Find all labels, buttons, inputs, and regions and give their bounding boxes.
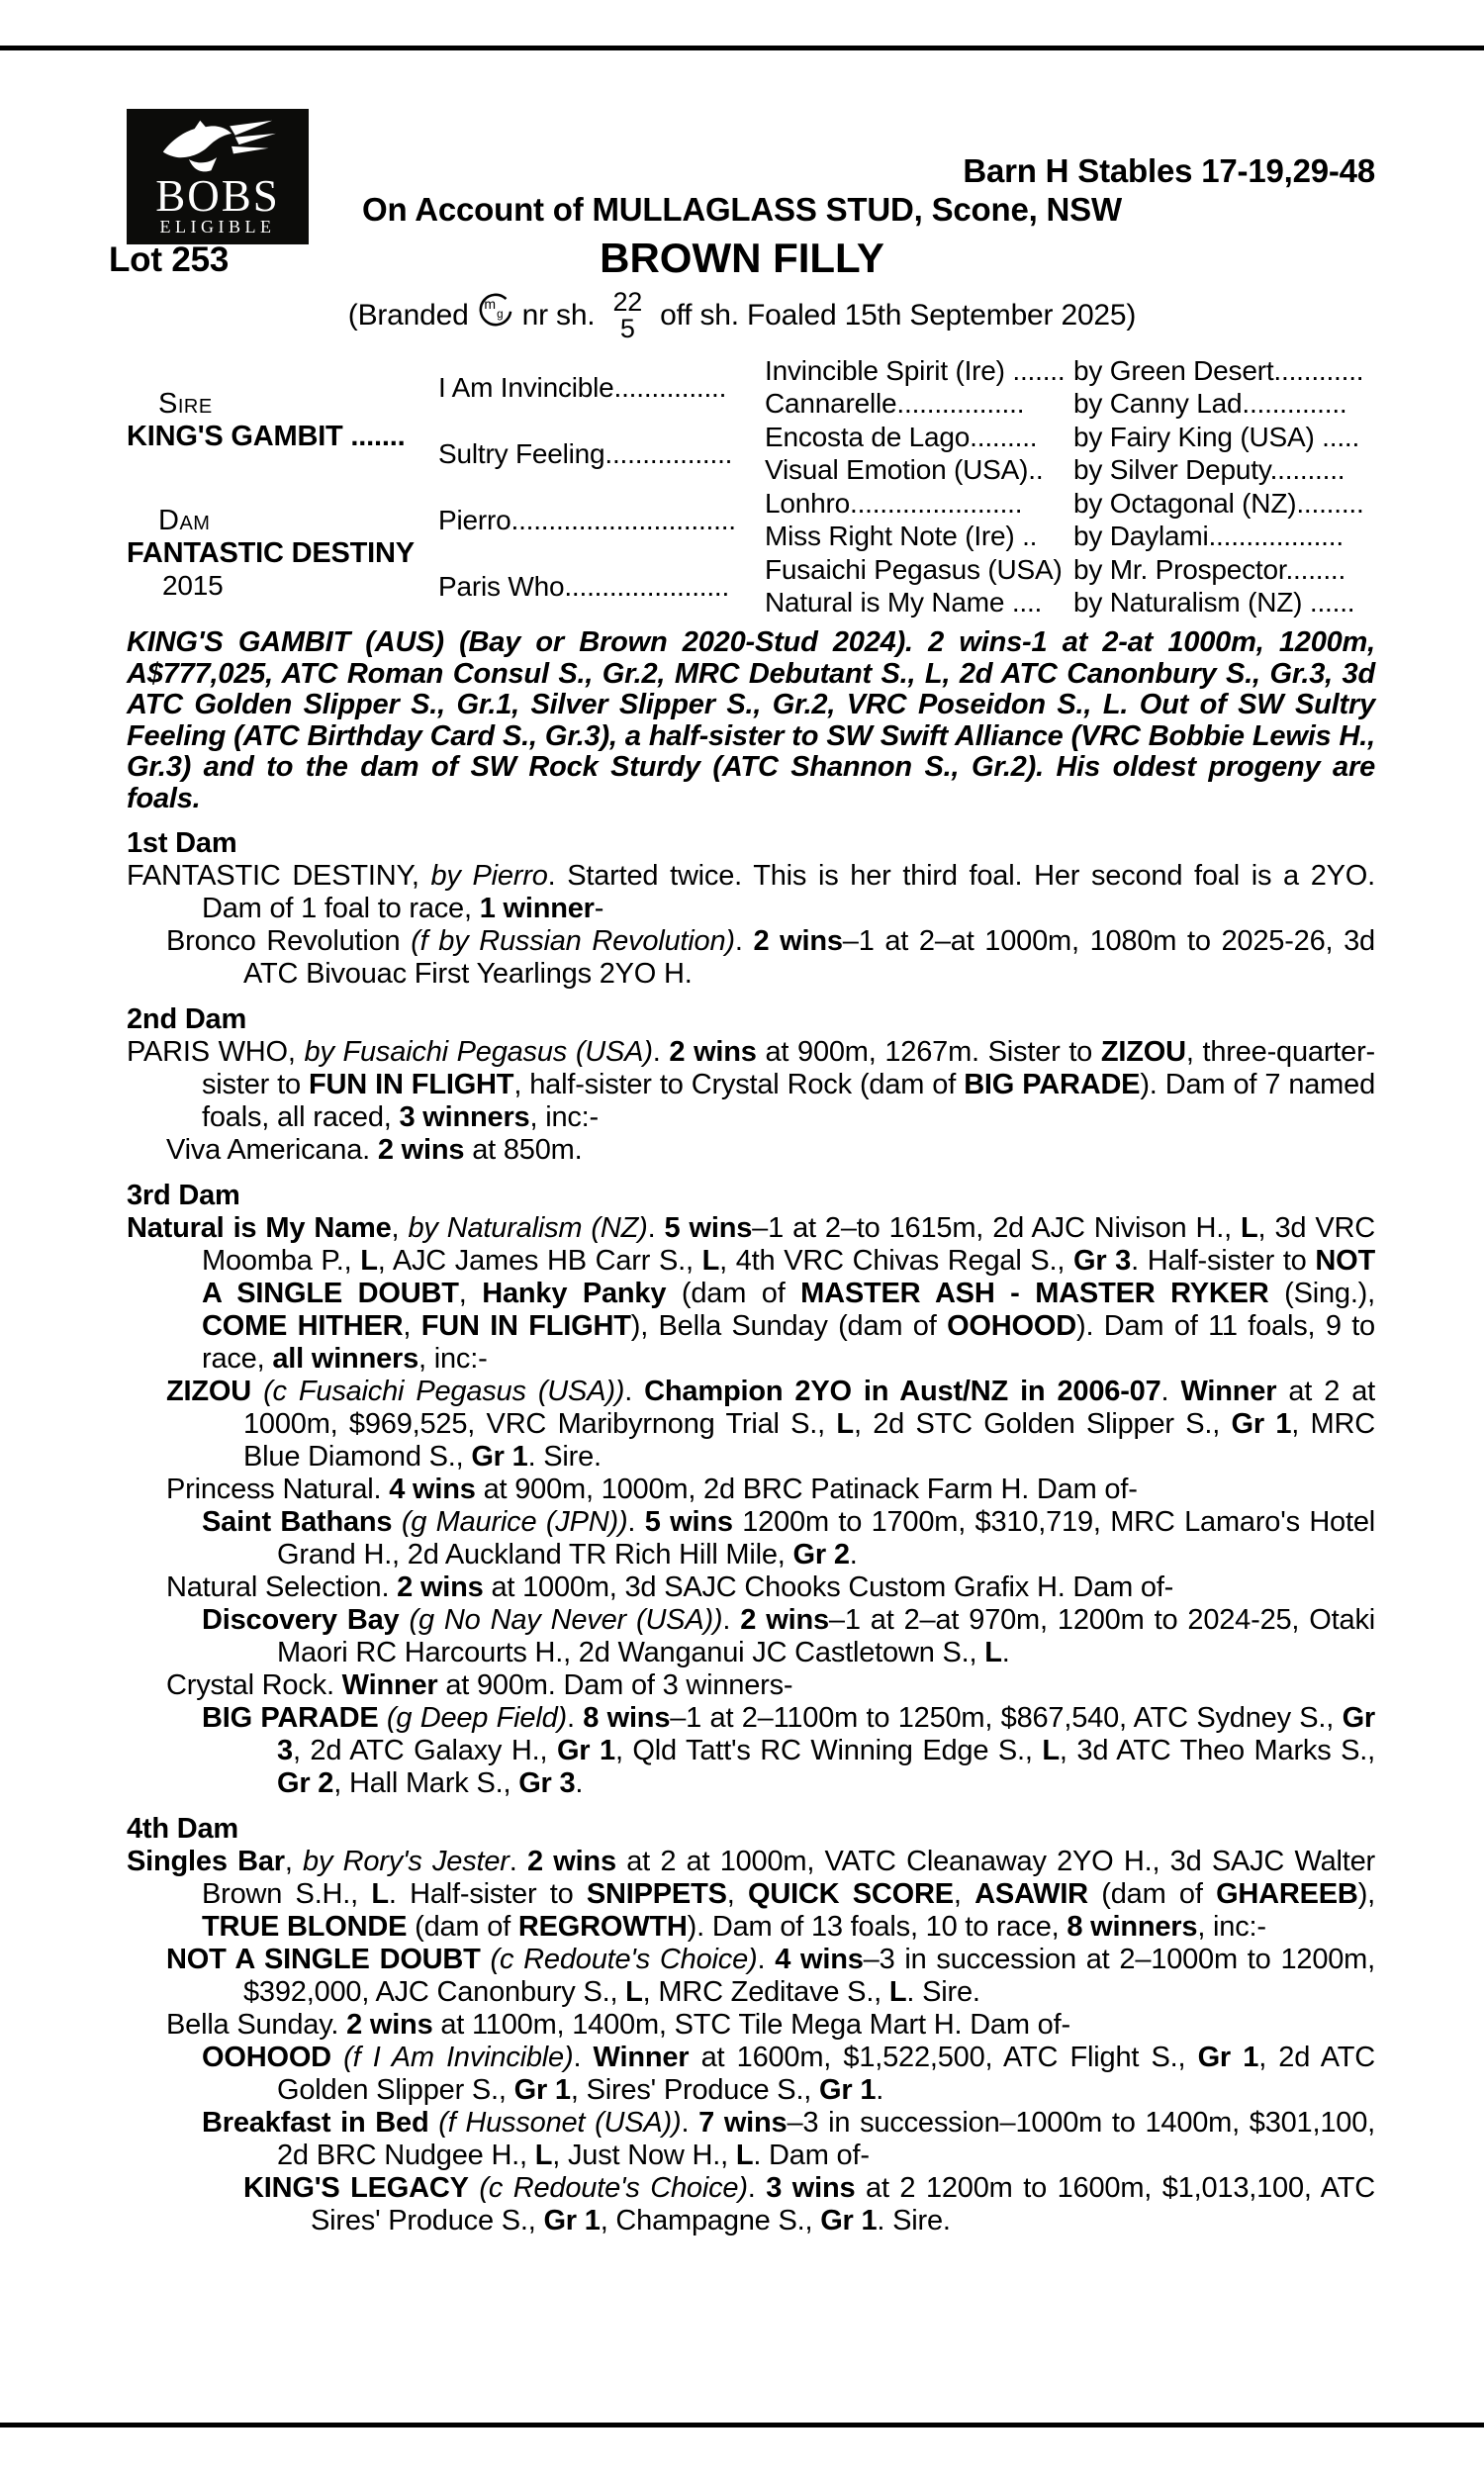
- pedigree-paragraph: [166, 1669, 1375, 1702]
- text-run: L: [735, 2140, 754, 2171]
- text-run: 3 wins: [766, 2172, 856, 2204]
- pedigree-gen2-name: I Am Invincible...............: [438, 371, 727, 403]
- dam-sections: [127, 827, 1375, 2237]
- text-run: Gr 3: [518, 1767, 576, 1799]
- sire-label: Sire: [158, 388, 213, 420]
- text-run: Winner: [341, 1669, 438, 1701]
- section-heading: 1st Dam: [127, 827, 237, 859]
- text-run: [331, 2042, 343, 2073]
- text-run: QUICK SCORE: [747, 1878, 954, 1910]
- brand-mark-icon: [475, 289, 516, 331]
- text-run: , inc:-: [529, 1101, 599, 1133]
- text-run: Gr 1: [543, 2205, 601, 2236]
- text-run: . Dam of-: [753, 2140, 870, 2171]
- text-run: OOHOOD: [947, 1310, 1076, 1342]
- text-run: .: [566, 1702, 584, 1734]
- pedigree-gen3-sireline: by Fairy King (USA) .....: [1073, 421, 1360, 452]
- text-run: Gr 1: [1197, 2042, 1259, 2073]
- text-run: FUN IN FLIGHT: [309, 1069, 514, 1100]
- text-run: ,: [726, 1878, 748, 1910]
- text-run: REGROWTH: [517, 1911, 688, 1943]
- text-run: 2 wins: [397, 1571, 484, 1603]
- pedigree-sire-block: [127, 354, 438, 487]
- text-run: FANTASTIC DESTINY,: [127, 860, 431, 892]
- text-run: (f I Am Invincible): [343, 2042, 574, 2073]
- pedigree-paragraph: [166, 925, 1375, 991]
- text-run: , 2d ATC Galaxy H.,: [292, 1735, 557, 1766]
- text-run: 8 winners: [1067, 1911, 1198, 1943]
- logo-text-bobs: BOBS: [155, 171, 280, 221]
- pedigree-paragraph: [127, 1846, 1375, 1944]
- pedigree-gen3-name: Lonhro.......................: [765, 487, 1023, 519]
- text-run: . Sire.: [906, 1976, 980, 2008]
- text-run: (g Maurice (JPN)): [401, 1506, 628, 1538]
- text-run: [469, 2172, 480, 2204]
- text-run: L: [701, 1245, 720, 1277]
- text-run: .: [627, 1506, 645, 1538]
- text-run: ),: [1357, 1878, 1376, 1910]
- pedigree-paragraph: [202, 1604, 1375, 1669]
- text-run: GHAREEB: [1216, 1878, 1358, 1910]
- text-run: 2 wins: [740, 1604, 829, 1636]
- text-run: [392, 1506, 401, 1538]
- text-run: .: [1160, 1376, 1181, 1407]
- text-run: . Sire.: [527, 1441, 602, 1473]
- pedigree-table: [127, 354, 1375, 619]
- pedigree-gen3-sireline: by Canny Lad..............: [1073, 388, 1347, 420]
- text-run: (g Deep Field): [386, 1702, 567, 1734]
- text-run: 2 wins: [753, 925, 843, 957]
- text-run: , 4th VRC Chivas Regal S.,: [719, 1245, 1073, 1277]
- text-run: , Hall Mark S.,: [333, 1767, 519, 1799]
- text-run: Gr 1: [513, 2074, 571, 2106]
- text-run: (c Redoute's Choice): [479, 2172, 748, 2204]
- text-run: L: [371, 1878, 389, 1910]
- barn-line: Barn H Stables 17-19,29-48: [963, 152, 1375, 189]
- pedigree-paragraph: [127, 1212, 1375, 1376]
- text-run: all winners: [272, 1343, 419, 1375]
- text-run: Gr 1: [1231, 1408, 1292, 1440]
- text-run: (c Fusaichi Pegasus (USA)): [263, 1376, 625, 1407]
- text-run: Saint Bathans: [202, 1506, 393, 1538]
- text-run: , inc:-: [418, 1343, 488, 1375]
- text-run: Princess Natural.: [166, 1474, 390, 1505]
- brand-number-top: 22: [612, 287, 643, 317]
- text-run: Natural Selection.: [166, 1571, 398, 1603]
- text-run: PARIS WHO,: [127, 1036, 305, 1068]
- text-run: (f by Russian Revolution): [411, 925, 735, 957]
- pedigree-paragraph: [243, 2172, 1375, 2237]
- text-run: –3 in succession at 2–1000m to 1200m, $392,000, AJC Canonbury S.,: [243, 1944, 1375, 2008]
- pedigree-paragraph: [166, 1944, 1375, 2009]
- pedigree-dam-block: [127, 487, 438, 619]
- text-run: Gr 3: [277, 1702, 1376, 1766]
- text-run: (dam of: [666, 1278, 801, 1309]
- pedigree-gen3-sireline: by Green Desert............: [1073, 354, 1364, 386]
- text-run: 2 wins: [377, 1134, 465, 1166]
- sire-name: KING'S GAMBIT .......: [127, 421, 406, 452]
- text-run: , 3d VRC Moomba P.,: [202, 1212, 1375, 1277]
- text-run: .: [509, 1846, 527, 1877]
- text-run: [251, 1376, 263, 1407]
- text-run: Gr 3: [1072, 1245, 1132, 1277]
- text-run: , AJC James HB Carr S.,: [377, 1245, 702, 1277]
- top-rule: [0, 46, 1484, 50]
- pedigree-paragraph: [166, 1474, 1375, 1506]
- pedigree-gen3-name: Invincible Spirit (Ire) .......: [765, 354, 1066, 386]
- text-run: 4 wins: [389, 1474, 476, 1505]
- text-body: [127, 627, 1375, 2237]
- text-run: .: [573, 2042, 594, 2073]
- section-heading: 3rd Dam: [127, 1180, 240, 1211]
- text-run: L: [360, 1245, 378, 1277]
- sire-summary: [127, 627, 1375, 814]
- lot-number: Lot 253: [109, 240, 230, 279]
- text-run: Gr 2: [792, 1539, 850, 1570]
- text-run: .: [747, 2172, 767, 2204]
- text-run: COME HITHER: [202, 1310, 404, 1342]
- text-run: Gr 1: [471, 1441, 528, 1473]
- logo-text-eligible: ELIGIBLE: [159, 217, 276, 237]
- text-run: 8 wins: [583, 1702, 671, 1734]
- pedigree-paragraph: [127, 860, 1375, 925]
- text-run: L: [1042, 1735, 1060, 1766]
- pedigree-gen3-sireline: by Mr. Prospector........: [1073, 553, 1346, 585]
- text-run: at 2 at 1000m, VATC Cleanaway 2YO H., 3d SAJC Walter Brown S.H.,: [202, 1846, 1376, 1910]
- text-run: .: [624, 1376, 645, 1407]
- text-run: KING'S GAMBIT (AUS) (Bay or Brown 2020-Stud 2024). 2 wins-1 at 2-at 1000m, 1200m, A$777,025, ATC Roman Consul S., Gr.2, MRC Debutant S., L, 2d ATC Canonbury S., Gr.3, 3d ATC Golden Slipper S., Gr.1, Silver Slipper S., Gr.2, VRC Poseidon S., L. Out of SW Sultry Feeling (ATC Birthday Card S., Gr.3), a half-sister to SW Swift Alliance (VRC Bobbie Lewis H., Gr.3) and to the dam of SW Rock Sturdy (ATC Shannon S., Gr.2). His oldest progeny are foals.: [127, 626, 1375, 814]
- text-run: , MRC Zeditave S.,: [642, 1976, 889, 2008]
- text-run: , half-sister to Crystal Rock (dam of: [513, 1069, 965, 1100]
- pedigree-paragraph: [127, 1036, 1375, 1134]
- text-run: , Just Now H.,: [552, 2140, 736, 2171]
- foaling-brand-fraction: [612, 289, 642, 342]
- text-run: .: [757, 1944, 776, 1975]
- text-run: Champion 2YO in Aust/NZ in 2006-07: [644, 1376, 1161, 1407]
- svg-text:g: g: [496, 308, 504, 322]
- text-run: Gr 1: [820, 2205, 878, 2236]
- text-run: [399, 1604, 409, 1636]
- pedigree-gen2-name: Sultry Feeling.................: [438, 437, 733, 469]
- text-run: ), Bella Sunday (dam of: [630, 1310, 948, 1342]
- pedigree-gen3-name: Visual Emotion (USA)..: [765, 454, 1044, 486]
- text-run: , Sires' Produce S.,: [570, 2074, 820, 2106]
- text-run: L: [534, 2140, 553, 2171]
- text-run: ZIZOU: [166, 1376, 251, 1407]
- text-run: BIG PARADE: [202, 1702, 379, 1734]
- pedigree-gen2-name: Paris Who......................: [438, 570, 730, 602]
- pedigree-gen3-name: Fusaichi Pegasus (USA): [765, 553, 1063, 585]
- text-run: .: [734, 925, 754, 957]
- text-run: –1 at 2–at 1000m, 1080m to 2025-26, 3d ATC Bivouac First Yearlings 2YO H.: [243, 925, 1375, 990]
- pedigree-gen3-sireline: by Daylami..................: [1073, 521, 1344, 552]
- text-run: by Rory's Jester: [303, 1846, 510, 1877]
- branded-nr-sh: nr sh.: [521, 299, 596, 332]
- text-run: 2 wins: [526, 1846, 616, 1877]
- text-run: SNIPPETS: [586, 1878, 727, 1910]
- pedigree-gen3-sireline: by Silver Deputy..........: [1073, 454, 1345, 486]
- text-run: ,: [458, 1278, 483, 1309]
- text-run: , MRC Blue Diamond S.,: [243, 1408, 1375, 1473]
- pedigree-paragraph: [202, 1702, 1375, 1800]
- text-run: (f Hussonet (USA)): [438, 2107, 682, 2139]
- text-run: (Sing.),: [1268, 1278, 1375, 1309]
- text-run: (c Redoute's Choice): [490, 1944, 758, 1975]
- text-run: Natural is My Name: [127, 1212, 392, 1244]
- text-run: Bronco Revolution: [166, 925, 412, 957]
- text-run: .: [1001, 1637, 1010, 1668]
- text-run: (g No Nay Never (USA)): [409, 1604, 723, 1636]
- dam-label: Dam: [158, 505, 211, 536]
- text-run: .: [681, 2107, 699, 2139]
- text-run: NOT A SINGLE DOUBT: [202, 1245, 1375, 1309]
- text-run: Singles Bar: [127, 1846, 285, 1877]
- text-run: BIG PARADE: [964, 1069, 1141, 1100]
- text-run: . Half-sister to: [388, 1878, 587, 1910]
- pedigree-gen3-name: Cannarelle.................: [765, 388, 1025, 420]
- text-run: Winner: [593, 2042, 690, 2073]
- text-run: , inc:-: [1197, 1911, 1266, 1943]
- text-run: [378, 1702, 386, 1734]
- text-run: [481, 1944, 491, 1975]
- pedigree-gen3-name: Encosta de Lago.........: [765, 421, 1038, 452]
- text-run: Gr 1: [556, 1735, 615, 1766]
- pedigree-paragraph: [166, 1376, 1375, 1474]
- pedigree-paragraph: [166, 1571, 1375, 1604]
- text-run: Crystal Rock.: [166, 1669, 342, 1701]
- text-run: 4 wins: [775, 1944, 864, 1975]
- text-run: 5 wins: [664, 1212, 753, 1244]
- text-run: 5 wins: [644, 1506, 733, 1538]
- text-run: OOHOOD: [202, 2042, 331, 2073]
- text-run: by Pierro: [430, 860, 548, 892]
- account-line: On Account of MULLAGLASS STUD, Scone, NSW: [362, 191, 1122, 228]
- text-run: Gr 1: [819, 2074, 877, 2106]
- text-run: , 2d ATC Golden Slipper S.,: [277, 2042, 1376, 2106]
- text-run: ,: [391, 1212, 409, 1244]
- text-run: ). Dam of 13 foals, 10 to race,: [687, 1911, 1067, 1943]
- pedigree-gen3-name: Miss Right Note (Ire) ..: [765, 521, 1038, 552]
- section-heading: 2nd Dam: [127, 1003, 247, 1035]
- page-title: BROWN FILLY: [600, 235, 884, 281]
- pedigree-paragraph: [166, 2009, 1375, 2042]
- text-run: 1200m to 1700m, $310,719, MRC Lamaro's Hotel Grand H., 2d Auckland TR Rich Hill Mile,: [277, 1506, 1376, 1570]
- text-run: TRUE BLONDE: [202, 1911, 408, 1943]
- pedigree-gen3-sireline: by Naturalism (NZ) ......: [1073, 587, 1355, 618]
- pedigree-paragraph: [202, 2042, 1375, 2107]
- text-run: .: [876, 2074, 884, 2106]
- dam-year: 2015: [162, 570, 224, 601]
- text-run: Winner: [1180, 1376, 1277, 1407]
- text-run: ). Dam of 7 named foals, all raced,: [202, 1069, 1375, 1133]
- text-run: L: [625, 1976, 643, 2008]
- text-run: KING'S LEGACY: [243, 2172, 469, 2204]
- brand-number-bottom: 5: [619, 314, 635, 343]
- text-run: .: [575, 1767, 584, 1799]
- text-run: at 900m. Dam of 3 winners-: [437, 1669, 793, 1701]
- svg-text:m: m: [483, 295, 496, 312]
- text-run: at 1100m, 1400m, STC Tile Mega Mart H. Dam of-: [432, 2009, 1070, 2041]
- pedigree-paragraph: [202, 2107, 1375, 2172]
- branded-suffix: off sh. Foaled 15th September 2025): [660, 299, 1137, 332]
- text-run: at 900m, 1267m. Sister to: [756, 1036, 1101, 1068]
- branded-line: [0, 289, 1484, 342]
- text-run: 1 winner: [479, 893, 595, 924]
- text-run: 2 wins: [669, 1036, 757, 1068]
- text-run: Bella Sunday.: [166, 2009, 347, 2041]
- text-run: Gr 2: [277, 1767, 334, 1799]
- bottom-rule: [0, 2423, 1484, 2427]
- dam-name: FANTASTIC DESTINY: [127, 537, 415, 569]
- text-run: Hanky Panky: [482, 1278, 667, 1309]
- text-run: . Half-sister to: [1131, 1245, 1316, 1277]
- section-heading: 4th Dam: [127, 1813, 239, 1845]
- pedigree-paragraph: [202, 1506, 1375, 1571]
- text-run: (dam of: [407, 1911, 518, 1943]
- text-run: Viva Americana.: [166, 1134, 378, 1166]
- text-run: , three-quarter-sister to: [202, 1036, 1375, 1100]
- text-run: at 900m, 1000m, 2d BRC Patinack Farm H. Dam of-: [475, 1474, 1138, 1505]
- text-run: FUN IN FLIGHT: [420, 1310, 631, 1342]
- text-run: , Qld Tatt's RC Winning Edge S.,: [614, 1735, 1043, 1766]
- text-run: [429, 2107, 439, 2139]
- branded-prefix: (Branded: [347, 299, 469, 332]
- text-run: at 2 at 1000m, $969,525, VRC Maribyrnong Trial S.,: [243, 1376, 1375, 1440]
- text-run: by Naturalism (NZ): [408, 1212, 648, 1244]
- text-run: 7 wins: [698, 2107, 788, 2139]
- pedigree-gen3-sireline: by Octagonal (NZ).........: [1073, 487, 1364, 519]
- text-run: NOT A SINGLE DOUBT: [166, 1944, 481, 1975]
- text-run: .: [849, 1539, 858, 1570]
- text-run: Discovery Bay: [202, 1604, 400, 1636]
- text-run: –3 in succession–1000m to 1400m, $301,100, 2d BRC Nudgee H.,: [277, 2107, 1375, 2171]
- text-run: , Champagne S.,: [600, 2205, 821, 2236]
- text-run: L: [836, 1408, 854, 1440]
- text-run: at 850m.: [464, 1134, 583, 1166]
- pedigree-gen3-name: Natural is My Name ....: [765, 587, 1043, 618]
- text-run: ZIZOU: [1100, 1036, 1186, 1068]
- text-run: -: [594, 893, 604, 924]
- text-run: –1 at 2–at 970m, 1200m to 2024-25, Otaki Maori RC Harcourts H., 2d Wanganui JC Castletown S.,: [277, 1604, 1375, 1668]
- text-run: ,: [953, 1878, 975, 1910]
- text-run: Breakfast in Bed: [202, 2107, 429, 2139]
- text-run: , 2d STC Golden Slipper S.,: [853, 1408, 1232, 1440]
- text-run: ASAWIR: [974, 1878, 1088, 1910]
- text-run: .: [647, 1212, 665, 1244]
- text-run: ,: [284, 1846, 304, 1877]
- pedigree-gen2-name: Pierro..............................: [438, 504, 736, 535]
- text-run: at 2 1200m to 1600m, $1,013,100, ATC Sires' Produce S.,: [311, 2172, 1375, 2236]
- text-run: 3 winners: [399, 1101, 530, 1133]
- pedigree-paragraph: [166, 1134, 1375, 1167]
- text-run: (dam of: [1087, 1878, 1217, 1910]
- text-run: 2 wins: [346, 2009, 433, 2041]
- text-run: at 1000m, 3d SAJC Chooks Custom Grafix H. Dam of-: [483, 1571, 1174, 1603]
- text-run: .: [652, 1036, 670, 1068]
- text-run: L: [984, 1637, 1002, 1668]
- text-run: .: [722, 1604, 741, 1636]
- text-run: MASTER ASH - MASTER RYKER: [800, 1278, 1269, 1309]
- text-run: –1 at 2–1100m to 1250m, $867,540, ATC Sydney S.,: [670, 1702, 1343, 1734]
- text-run: ,: [403, 1310, 421, 1342]
- text-run: by Fusaichi Pegasus (USA): [304, 1036, 653, 1068]
- text-run: ). Dam of 11 foals, 9 to race,: [202, 1310, 1375, 1375]
- text-run: . Sire.: [877, 2205, 951, 2236]
- text-run: –1 at 2–to 1615m, 2d AJC Nivison H.,: [752, 1212, 1242, 1244]
- text-run: at 1600m, $1,522,500, ATC Flight S.,: [689, 2042, 1198, 2073]
- text-run: , 3d ATC Theo Marks S.,: [1059, 1735, 1375, 1766]
- text-run: . Started twice. This is her third foal. Her second foal is a 2YO. Dam of 1 foal to race,: [202, 860, 1375, 924]
- text-run: L: [888, 1976, 907, 2008]
- text-run: L: [1241, 1212, 1258, 1244]
